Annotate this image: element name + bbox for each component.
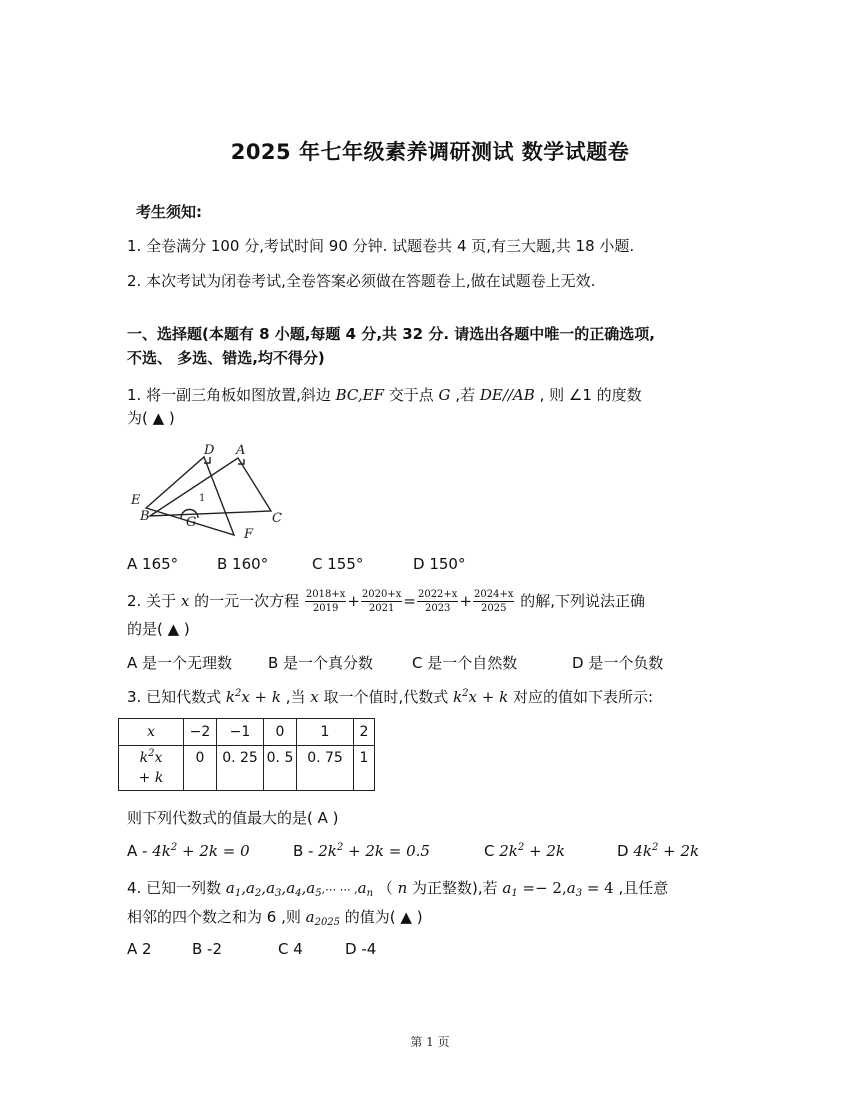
q2-fraction-3-den: 2023 [424, 603, 451, 614]
figure-label-d: D [204, 443, 215, 458]
q4-stem-line-2 [127, 906, 423, 927]
q2-fraction-3-num: 2022+x [417, 589, 458, 600]
table-cell-x: −2 [184, 719, 217, 746]
q3-text-4: 对应的值如下表所示: [508, 688, 654, 706]
q4-text-4: ,且任意 [613, 879, 669, 897]
q4-text-2: （ [373, 879, 398, 897]
value-table [118, 718, 375, 791]
q2-fraction-4-den: 2025 [481, 603, 507, 614]
q1-stem [127, 384, 642, 405]
q4-target-a: a [305, 908, 315, 926]
table-header-x: x [119, 719, 184, 746]
q3-text-1: 3. 已知代数式 [127, 688, 226, 706]
notice-heading: 考生须知: [136, 203, 202, 221]
q4-seq-an: a [357, 879, 367, 897]
q3-option-a-term: 4k [152, 842, 171, 860]
table-row [119, 719, 375, 746]
q4-seq-a5: a [306, 879, 316, 897]
q3-option-a-label: A - [127, 842, 148, 860]
figure-label-c: C [272, 511, 282, 526]
q2-fraction-1-den: 2019 [312, 603, 339, 614]
table-cell-value: 0. 25 [217, 746, 264, 791]
q2-fraction-2-den: 2021 [368, 603, 395, 614]
q4-cond-a3-sub: 3 [575, 888, 583, 899]
q1-text-4: , 则 ∠1 的度数 [534, 386, 642, 404]
q2-fraction-2 [361, 588, 402, 615]
q4-math-n: n [397, 879, 408, 897]
q3-option-c-exp: 2 [517, 842, 525, 853]
section-heading-line-1: 一、选择题(本题有 8 小题,每题 4 分,共 32 分. 请选出各题中唯一的正确选项, [127, 325, 655, 343]
q4-seq-a1: a [225, 879, 235, 897]
q4-stem [127, 877, 668, 898]
q3-expr-k: k [225, 688, 235, 706]
q3-option-d-label: D [617, 842, 634, 860]
q1-math-g: G [438, 386, 451, 404]
table-cell-x: 1 [297, 719, 354, 746]
q3-option-c-expr [499, 842, 565, 860]
q1-option-b: B 160° [217, 555, 269, 573]
table-header-exp: 2 [148, 748, 155, 759]
q2-fraction-3 [417, 588, 458, 615]
figure-label-f: F [244, 527, 254, 542]
figure-label-angle-1: 1 [199, 493, 206, 504]
figure-label-g: G [186, 515, 197, 530]
table-cell-x: 0 [264, 719, 297, 746]
table-cell-value: 0. 75 [297, 746, 354, 791]
section-heading-line-2: 不选、 多选、错选,均不得分) [127, 349, 325, 367]
q4-text-1: 4. 已知一列数 [127, 879, 226, 897]
q1-text-3: ,若 [450, 386, 480, 404]
q4-seq-sub: 3 [275, 888, 282, 899]
q3-option-c-term: 2k [499, 842, 518, 860]
q2-fraction-4-num: 2024+x [474, 589, 514, 600]
q4-sequence: $a_1,a_2,a_3,a_4,a_5,\cdots$ ⋯ $,a_n$ [225, 879, 374, 899]
q3-option-b-label: B - [293, 842, 314, 860]
q4-target-sub: 2025 [314, 917, 341, 928]
q3-option-c-rest: + 2k [524, 842, 566, 860]
q3-option-b-term: 2k [318, 842, 337, 860]
table-cell-x: 2 [354, 719, 375, 746]
q4-option-a: A 2 [127, 940, 152, 958]
q2-text-1: 2. 关于 [127, 592, 181, 610]
q3-option-d-exp: 2 [651, 842, 659, 853]
q4-seq-sub: 5 [315, 888, 322, 899]
notice-item-1: 1. 全卷满分 100 分,考试时间 90 分钟. 试题卷共 4 页,有三大题,共 18 小题. [127, 237, 635, 255]
q2-math-x: x [180, 592, 190, 610]
q2-fraction-1 [305, 588, 346, 615]
q3-expr-rest: x + k [241, 688, 281, 706]
q3-option-a-exp: 2 [170, 842, 178, 853]
table-row [119, 746, 375, 791]
q3-text-2: ,当 [280, 688, 311, 706]
q3-option-b-rest: + 2k = 0.5 [343, 842, 430, 860]
q4-condition [502, 879, 613, 897]
q3-option-d-rest: + 2k [658, 842, 700, 860]
q2-option-b: B 是一个真分数 [268, 654, 374, 672]
q3-option-b-expr [318, 842, 430, 860]
q1-text-2: 交于点 [384, 386, 439, 404]
table-cell-value: 0 [184, 746, 217, 791]
q3-expr2-rest: x + k [468, 688, 509, 706]
page-footer: 第 1 页 [410, 1035, 450, 1049]
q1-math-bc-ef: BC,EF [335, 386, 384, 404]
q1-option-d: D 150° [413, 555, 466, 573]
q3-option-d-expr [633, 842, 699, 860]
q1-option-a: A 165° [127, 555, 179, 573]
q3-stem [127, 686, 653, 707]
table-header-plus-k: + k [138, 770, 164, 786]
q2-equals: = [403, 592, 416, 610]
q1-text-1: 1. 将一副三角板如图放置,斜边 [127, 386, 336, 404]
q4-cond-a1: a [502, 879, 512, 897]
q4-text-6: 的值为( ▲ ) [340, 908, 423, 926]
q3-expr2-exp: 2 [462, 688, 469, 699]
table-cell-value: 1 [354, 746, 375, 791]
q3-expr-exp: 2 [234, 688, 242, 699]
q2-option-a: A 是一个无理数 [127, 654, 233, 672]
q2-text-2: 的一元一次方程 [189, 592, 304, 610]
figure-label-b: B [140, 509, 150, 524]
q4-cond-a1-val: =− 2, [517, 879, 567, 897]
table-header-k: k [139, 750, 149, 766]
q4-seq-a4: a [286, 879, 296, 897]
q3-option-a-expr [152, 842, 249, 860]
q4-seq-a2: a [245, 879, 255, 897]
notice-item-2: 2. 本次考试为闭卷考试,全卷答案必须做在答题卷上,做在试题卷上无效. [127, 272, 596, 290]
q3-option-d [617, 842, 699, 860]
q3-option-c [484, 842, 565, 860]
q4-option-b: B -2 [192, 940, 223, 958]
q4-cond-a1-sub: 1 [511, 888, 518, 899]
q2-option-c: C 是一个自然数 [412, 654, 518, 672]
figure-label-a: A [236, 443, 246, 458]
q3-question: 则下列代数式的值最大的是( A ) [127, 809, 339, 827]
q4-seq-sub: 4 [295, 888, 302, 899]
q2-fraction-2-num: 2020+x [361, 589, 402, 600]
q1-stem-line-2: 为( ▲ ) [127, 409, 175, 427]
q4-seq-sub: 1 [234, 888, 242, 899]
q4-target [306, 908, 340, 926]
q4-cond-a3: a [566, 879, 576, 897]
q2-stem [127, 588, 645, 615]
q2-text-3: 的解,下列说法正确 [515, 592, 646, 610]
q4-option-d: D -4 [345, 940, 377, 958]
q4-option-c: C 4 [278, 940, 303, 958]
q3-option-b-exp: 2 [336, 842, 344, 853]
q3-option-a-rest: + 2k = 0 [177, 842, 250, 860]
q2-fraction-1-num: 2018+x [305, 589, 346, 600]
q3-math-x: x [310, 688, 319, 706]
q4-seq-sub: 2 [254, 888, 262, 899]
q2-plus-1: + [347, 592, 360, 610]
q1-option-c: C 155° [312, 555, 364, 573]
q4-seq-dots: ,⋯ ⋯ , [321, 883, 358, 896]
q3-expression-2 [453, 688, 508, 706]
q3-expression-1 [226, 688, 281, 706]
figure-label-e: E [131, 493, 141, 508]
q4-cond-a3-val: = 4 [582, 879, 614, 897]
q3-option-d-term: 4k [633, 842, 652, 860]
page-title: 2025 年七年级素养调研测试 数学试题卷 [230, 140, 630, 164]
q4-text-3: 为正整数),若 [407, 879, 503, 897]
table-header-x-var: x [154, 750, 163, 766]
q3-option-c-label: C [484, 842, 500, 860]
q4-text-5: 相邻的四个数之和为 6 ,则 [127, 908, 306, 926]
table-header-expression [119, 746, 184, 791]
triangle-figure [126, 438, 291, 544]
q3-text-3: 取一个值时,代数式 [318, 688, 454, 706]
q3-option-a [127, 842, 250, 860]
q2-option-d: D 是一个负数 [572, 654, 664, 672]
q2-plus-2: + [459, 592, 473, 610]
table-cell-value: 0. 5 [264, 746, 297, 791]
q4-seq-a3: a [266, 879, 276, 897]
q4-seq-sub-n: n [366, 888, 374, 899]
q2-fraction-4 [473, 588, 514, 615]
table-cell-x: −1 [217, 719, 264, 746]
triangle-bac [150, 458, 271, 516]
q2-stem-line-2: 的是( ▲ ) [127, 620, 190, 638]
q3-option-b [293, 842, 430, 860]
q3-expr2-k: k [453, 688, 463, 706]
q1-math-de-ab: DE//AB [479, 386, 535, 404]
